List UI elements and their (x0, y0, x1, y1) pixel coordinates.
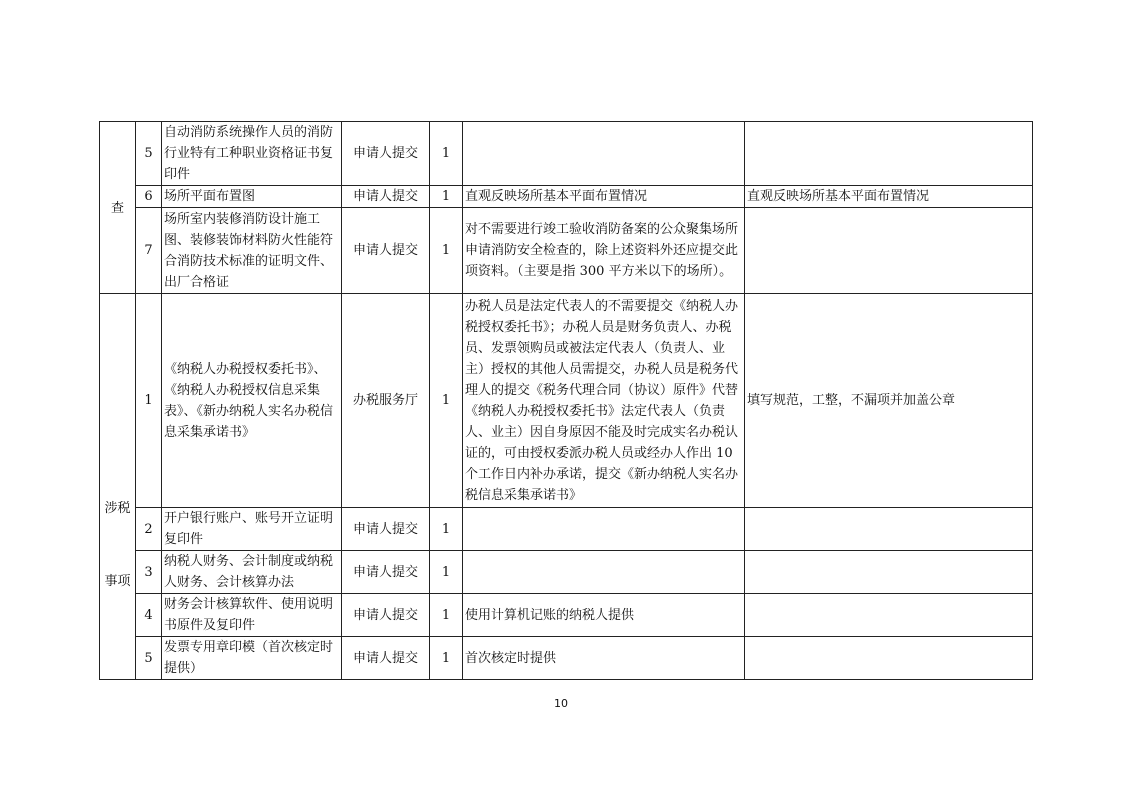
count-cell: 1 (430, 551, 463, 594)
requirement-cell (745, 594, 1033, 637)
section-label-line2: 事项 (104, 574, 131, 589)
source-cell: 申请人提交 (342, 208, 430, 294)
section-label: 查 (110, 200, 124, 216)
count-cell: 1 (430, 594, 463, 637)
table-row (100, 508, 1033, 551)
table-row (100, 294, 1033, 508)
row-number: 1 (136, 294, 162, 508)
item-cell: 场所平面布置图 (162, 186, 342, 208)
source-cell: 申请人提交 (342, 122, 430, 186)
note-cell: 直观反映场所基本平面布置情况 (463, 186, 745, 208)
requirement-cell (745, 122, 1033, 186)
section-cell-tax (100, 294, 136, 680)
count-cell: 1 (430, 508, 463, 551)
table-row (100, 186, 1033, 208)
note-cell (463, 551, 745, 594)
note-cell (463, 508, 745, 551)
requirement-cell: 填写规范，工整，不漏项并加盖公章 (745, 294, 1033, 508)
row-number: 4 (136, 594, 162, 637)
item-cell: 自动消防系统操作人员的消防行业特有工种职业资格证书复印件 (162, 122, 342, 186)
requirement-cell (745, 508, 1033, 551)
source-cell: 申请人提交 (342, 508, 430, 551)
requirements-table (99, 121, 1033, 680)
source-cell: 申请人提交 (342, 551, 430, 594)
note-cell: 使用计算机记账的纳税人提供 (463, 594, 745, 637)
page-number: 10 (554, 697, 568, 710)
note-cell: 首次核定时提供 (463, 637, 745, 680)
item-cell: 财务会计核算软件、使用说明书原件及复印件 (162, 594, 342, 637)
table-row (100, 594, 1033, 637)
note-cell (463, 122, 745, 186)
item-cell: 场所室内装修消防设计施工图、装修装饰材料防火性能符合消防技术标准的证明文件、出厂合格证 (162, 208, 342, 294)
row-number: 5 (136, 637, 162, 680)
item-cell: 开户银行账户、账号开立证明复印件 (162, 508, 342, 551)
table-row (100, 551, 1033, 594)
row-number: 2 (136, 508, 162, 551)
requirement-cell: 直观反映场所基本平面布置情况 (745, 186, 1033, 208)
row-number: 6 (136, 186, 162, 208)
requirement-cell (745, 637, 1033, 680)
count-cell: 1 (430, 294, 463, 508)
count-cell: 1 (430, 637, 463, 680)
count-cell: 1 (430, 208, 463, 294)
source-cell: 申请人提交 (342, 594, 430, 637)
section-label-line1: 涉税 (104, 501, 131, 516)
row-number: 5 (136, 122, 162, 186)
item-cell: 《纳税人办税授权委托书》、《纳税人办税授权信息采集表》、《新办纳税人实名办税信息采集承诺书》 (162, 294, 342, 508)
requirement-cell (745, 551, 1033, 594)
table-row (100, 637, 1033, 680)
row-number: 3 (136, 551, 162, 594)
note-cell: 对不需要进行竣工验收消防备案的公众聚集场所申请消防安全检查的，除上述资料外还应提交此项资料。（主要是指 300 平方米以下的场所）。 (463, 208, 745, 294)
count-cell: 1 (430, 122, 463, 186)
count-cell: 1 (430, 186, 463, 208)
section-cell-inspection (100, 122, 136, 294)
source-cell: 办税服务厅 (342, 294, 430, 508)
item-cell: 发票专用章印模（首次核定时提供） (162, 637, 342, 680)
table-row (100, 208, 1033, 294)
table-row (100, 122, 1033, 186)
row-number: 7 (136, 208, 162, 294)
item-cell: 纳税人财务、会计制度或纳税人财务、会计核算办法 (162, 551, 342, 594)
source-cell: 申请人提交 (342, 637, 430, 680)
note-cell: 办税人员是法定代表人的不需要提交《纳税人办税授权委托书》；办税人员是财务负责人、办税员、发票领购员或被法定代表人（负责人、业主）授权的其他人员需提交，办税人员是税务代理人的提交《税务代理合同（协议）原件》代替《纳税人办税授权委托书》法定代表人（负责人、业主）因自身原因不能及时完成实名办税认证的，可由授权委派办税人员或经办人作出 10 个工作日内补办承诺，提交《新办纳税人实名办税信息采集承诺书》 (463, 294, 745, 508)
requirement-cell (745, 208, 1033, 294)
source-cell: 申请人提交 (342, 186, 430, 208)
